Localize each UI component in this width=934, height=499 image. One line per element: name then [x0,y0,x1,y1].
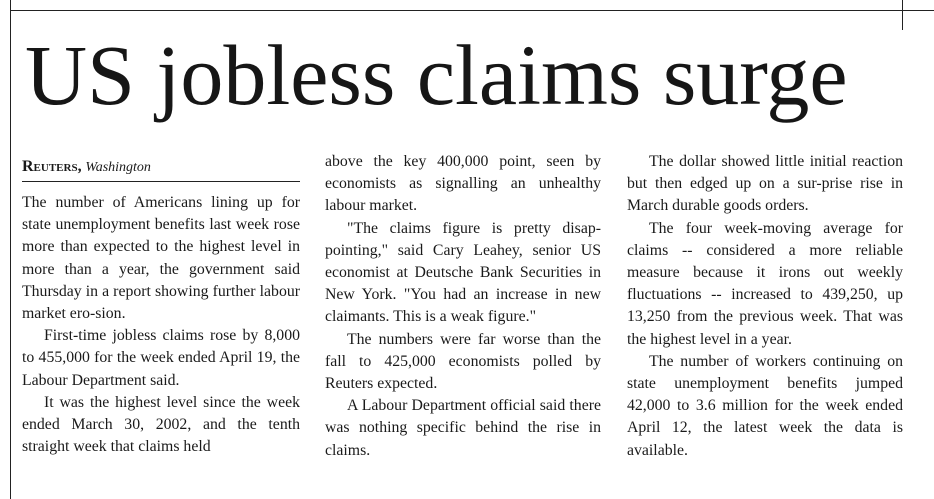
byline [22,158,300,182]
paragraph-5: The numbers were far worse than the fall to 425,000 economists polled by Reuters expected. [325,330,601,393]
paragraph-2: First-time jobless claims rose by 8,000 to 455,000 for the week ended April 19, the Labour Department said. [22,327,300,389]
headline: US jobless claims surge [25,27,848,123]
byline-agency: Reuters, [22,158,82,175]
byline-location: Washington [85,160,151,175]
top-rule [10,10,902,11]
left-column-rule [10,0,11,499]
article-column-2 [325,151,601,491]
paragraph-1: The number of Americans lining up for state unemployment benefits last week rose more than expected to the highest level in more than a year, the government said Thursday in a report showing further labour market ero-sion. [22,194,300,323]
paragraph-3-part-2: above the key 400,000 point, seen by economists as signalling an unhealthy labour market. [325,153,601,215]
paragraph-9: The number of workers continuing on state unemployment benefits jumped 42,000 to 3.6 million for the week ended April 12, the latest week the data is available. [627,352,903,459]
top-rule-right [902,10,934,11]
paragraph-8: The four week-moving average for claims -- considered a more reliable measure because it irons out weekly fluctuations -- increased to 439,250, up 13,250 from the previous week. That was the highest level in a year. [627,219,903,348]
paragraph-7: The dollar showed little initial reaction but then edged up on a sur-prise rise in March durable goods orders. [627,153,903,215]
article-column-3 [627,151,903,491]
paragraph-4: "The claims figure is pretty disap-pointing," said Cary Leahey, senior US economist at Deutsche Bank Securities in New York. "You had an increase in new claimants. This is a weak figure." [325,219,601,326]
article-column-1 [22,192,300,492]
paragraph-3-part-1: It was the highest level since the week ended March 30, 2002, and the tenth straight week that claims held [22,393,300,456]
paragraph-6: A Labour Department official said there was nothing specific behind the rise in claims. [325,397,601,459]
